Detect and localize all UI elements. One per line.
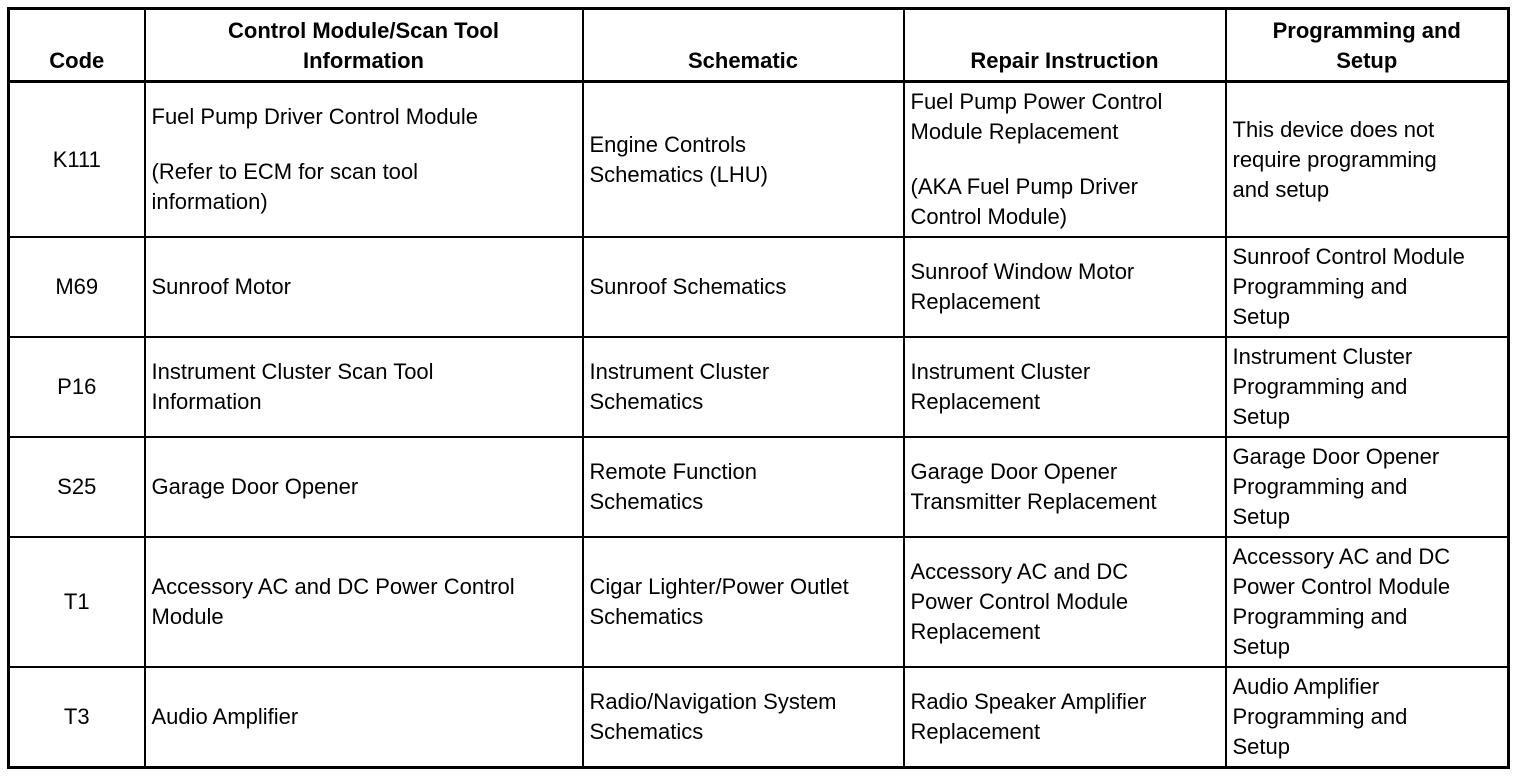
cell-schematic: Radio/Navigation System Schematics [583, 667, 904, 768]
cell-programming-setup: Garage Door Opener Programming and Setup [1226, 437, 1509, 537]
cell-repair-instruction: Accessory AC and DC Power Control Module Replacement [904, 537, 1226, 667]
cell-control-module: Sunroof Motor [145, 237, 583, 337]
header-code: Code [9, 9, 145, 82]
cell-programming-setup: Instrument Cluster Programming and Setup [1226, 337, 1509, 437]
cell-control-module: Audio Amplifier [145, 667, 583, 768]
header-schematic: Schematic [583, 9, 904, 82]
cell-control-module: Fuel Pump Driver Control Module (Refer to ECM for scan tool information) [145, 82, 583, 238]
cell-schematic: Engine Controls Schematics (LHU) [583, 82, 904, 238]
table-row [9, 667, 1509, 768]
cell-code: P16 [9, 337, 145, 437]
cell-programming-setup: Accessory AC and DC Power Control Module Programming and Setup [1226, 537, 1509, 667]
header-control-module: Control Module/Scan Tool Information [145, 9, 583, 82]
cell-programming-setup: Sunroof Control Module Programming and Setup [1226, 237, 1509, 337]
cell-schematic: Sunroof Schematics [583, 237, 904, 337]
cell-code: M69 [9, 237, 145, 337]
cell-repair-instruction: Fuel Pump Power Control Module Replacement (AKA Fuel Pump Driver Control Module) [904, 82, 1226, 238]
cell-repair-instruction: Radio Speaker Amplifier Replacement [904, 667, 1226, 768]
cell-repair-instruction: Sunroof Window Motor Replacement [904, 237, 1226, 337]
cell-control-module: Instrument Cluster Scan Tool Information [145, 337, 583, 437]
cell-schematic: Cigar Lighter/Power Outlet Schematics [583, 537, 904, 667]
cell-schematic: Instrument Cluster Schematics [583, 337, 904, 437]
cell-code: K111 [9, 82, 145, 238]
table-row [9, 82, 1509, 238]
cell-control-module: Garage Door Opener [145, 437, 583, 537]
cell-repair-instruction: Instrument Cluster Replacement [904, 337, 1226, 437]
table-header-row [9, 9, 1509, 82]
table-row [9, 237, 1509, 337]
header-programming-setup: Programming and Setup [1226, 9, 1509, 82]
table-row [9, 337, 1509, 437]
cell-programming-setup: This device does not require programming and setup [1226, 82, 1509, 238]
header-repair-instruction: Repair Instruction [904, 9, 1226, 82]
table-row [9, 537, 1509, 667]
cell-repair-instruction: Garage Door Opener Transmitter Replacement [904, 437, 1226, 537]
table-row [9, 437, 1509, 537]
cell-code: S25 [9, 437, 145, 537]
cell-code: T1 [9, 537, 145, 667]
cell-programming-setup: Audio Amplifier Programming and Setup [1226, 667, 1509, 768]
module-reference-table [7, 7, 1510, 769]
cell-schematic: Remote Function Schematics [583, 437, 904, 537]
cell-control-module: Accessory AC and DC Power Control Module [145, 537, 583, 667]
cell-code: T3 [9, 667, 145, 768]
